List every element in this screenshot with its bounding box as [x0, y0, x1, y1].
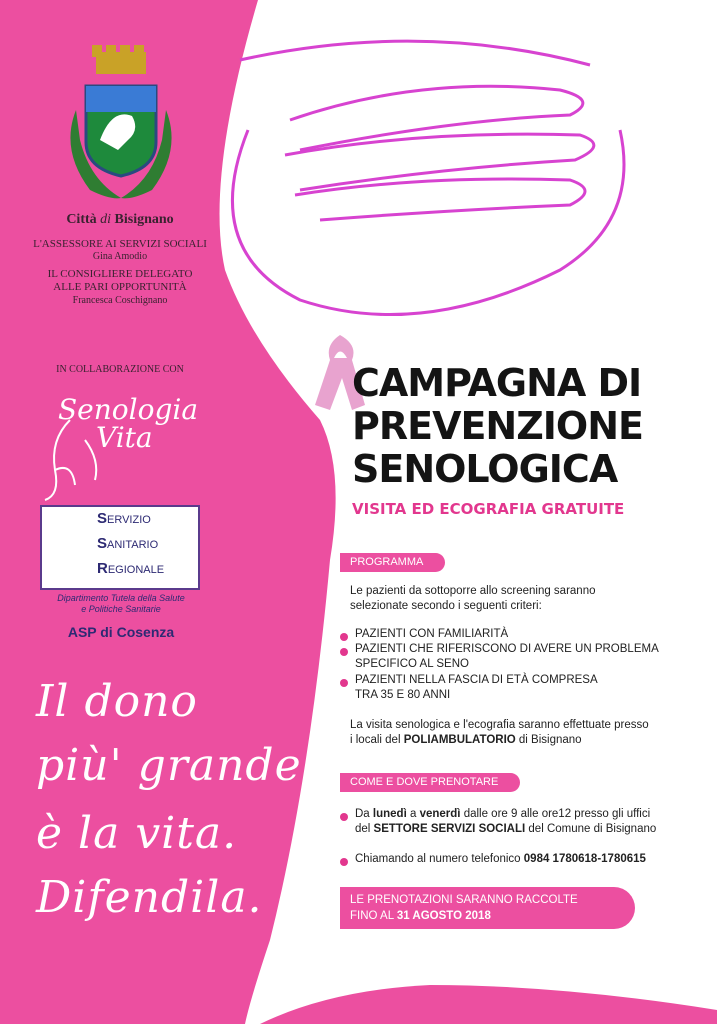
- pink-bottom-shape: [260, 985, 717, 1024]
- bullet-dot: [340, 648, 348, 656]
- final-notice-line-1: LE PRENOTAZIONI SARANNO RACCOLTE: [350, 894, 578, 906]
- intro-line-1: Le pazienti da sottoporre allo screening saranno: [350, 585, 596, 597]
- booking-line-1: Da lunedì a venerdì dalle ore 9 alle ore12 presso gli uffici: [355, 808, 651, 820]
- assessore-title: L'ASSESSORE AI SERVIZI SOCIALI: [33, 238, 207, 250]
- ssr-line-3: REGIONALE: [97, 560, 165, 577]
- breast-outline: [240, 41, 590, 65]
- visit-line-2: i locali del POLIAMBULATORIO di Bisignano: [350, 734, 582, 746]
- phone-line: Chiamando al numero telefonico 0984 1780618-1780615: [355, 853, 646, 865]
- criterion-2a: PAZIENTI CHE RIFERISCONO DI AVERE UN PROBLEMA: [355, 643, 659, 655]
- ssr-line-2: SANITARIO: [97, 535, 159, 552]
- bullet-dot: [340, 679, 348, 687]
- subheadline: VISITA ED ECOGRAFIA GRATUITE: [352, 500, 625, 518]
- come-prenotare-label: COME E DOVE PRENOTARE: [340, 773, 520, 792]
- bullet-dot: [340, 858, 348, 866]
- assessore-name: Gina Amodio: [92, 251, 148, 262]
- slogan-line-4: Difendila.: [36, 872, 263, 923]
- department-line-1: Dipartimento Tutela della Salute: [57, 593, 185, 603]
- asp-label: ASP di Cosenza: [67, 624, 175, 640]
- ssr-line-1: SERVIZIO: [97, 510, 151, 527]
- collaboration-label: IN COLLABORAZIONE CON: [56, 364, 184, 375]
- bullet-dot: [340, 813, 348, 821]
- visit-line-1: La visita senologica e l'ecografia saranno effettuate presso: [350, 719, 649, 731]
- criterion-3a: PAZIENTI NELLA FASCIA DI ETÀ COMPRESA: [355, 674, 598, 686]
- final-notice-line-2: FINO AL 31 AGOSTO 2018: [350, 910, 491, 922]
- headline-line-3: SENOLOGICA: [352, 447, 618, 491]
- programma-label: PROGRAMMA: [340, 553, 445, 572]
- slogan-line-2: più' grande: [36, 740, 302, 791]
- senologia-logo-text-2: Vita: [96, 421, 153, 454]
- intro-line-2: selezionate secondo i seguenti criteri:: [350, 600, 542, 612]
- headline-line-1: CAMPAGNA DI: [352, 361, 642, 405]
- phone-number: 0984 1780618-1780615: [523, 853, 646, 865]
- slogan-line-3: è la vita.: [36, 808, 238, 859]
- consigliere-title-2: ALLE PARI OPPORTUNITÀ: [53, 281, 187, 293]
- ssr-logo: [40, 505, 200, 590]
- consigliere-name: Francesca Coschignano: [72, 295, 168, 306]
- criterion-2b: SPECIFICO AL SENO: [355, 658, 469, 670]
- bullet-dot: [340, 633, 348, 641]
- consigliere-title-1: IL CONSIGLIERE DELEGATO: [47, 268, 193, 280]
- booking-line-2: del SETTORE SERVIZI SOCIALI del Comune di Bisignano: [355, 823, 657, 835]
- breast-curve: [232, 130, 624, 315]
- slogan-line-1: Il dono: [36, 676, 198, 727]
- criterion-1: PAZIENTI CON FAMILIARITÀ: [355, 628, 509, 640]
- senologia-logo-text-1: Senologia: [58, 393, 199, 426]
- headline-line-2: PREVENZIONE: [352, 404, 643, 448]
- hand-line-1: [290, 86, 583, 150]
- city-name: Città di Bisignano: [66, 212, 174, 227]
- department-line-2: e Politiche Sanitarie: [81, 604, 161, 614]
- criterion-3b: TRA 35 E 80 ANNI: [355, 689, 451, 701]
